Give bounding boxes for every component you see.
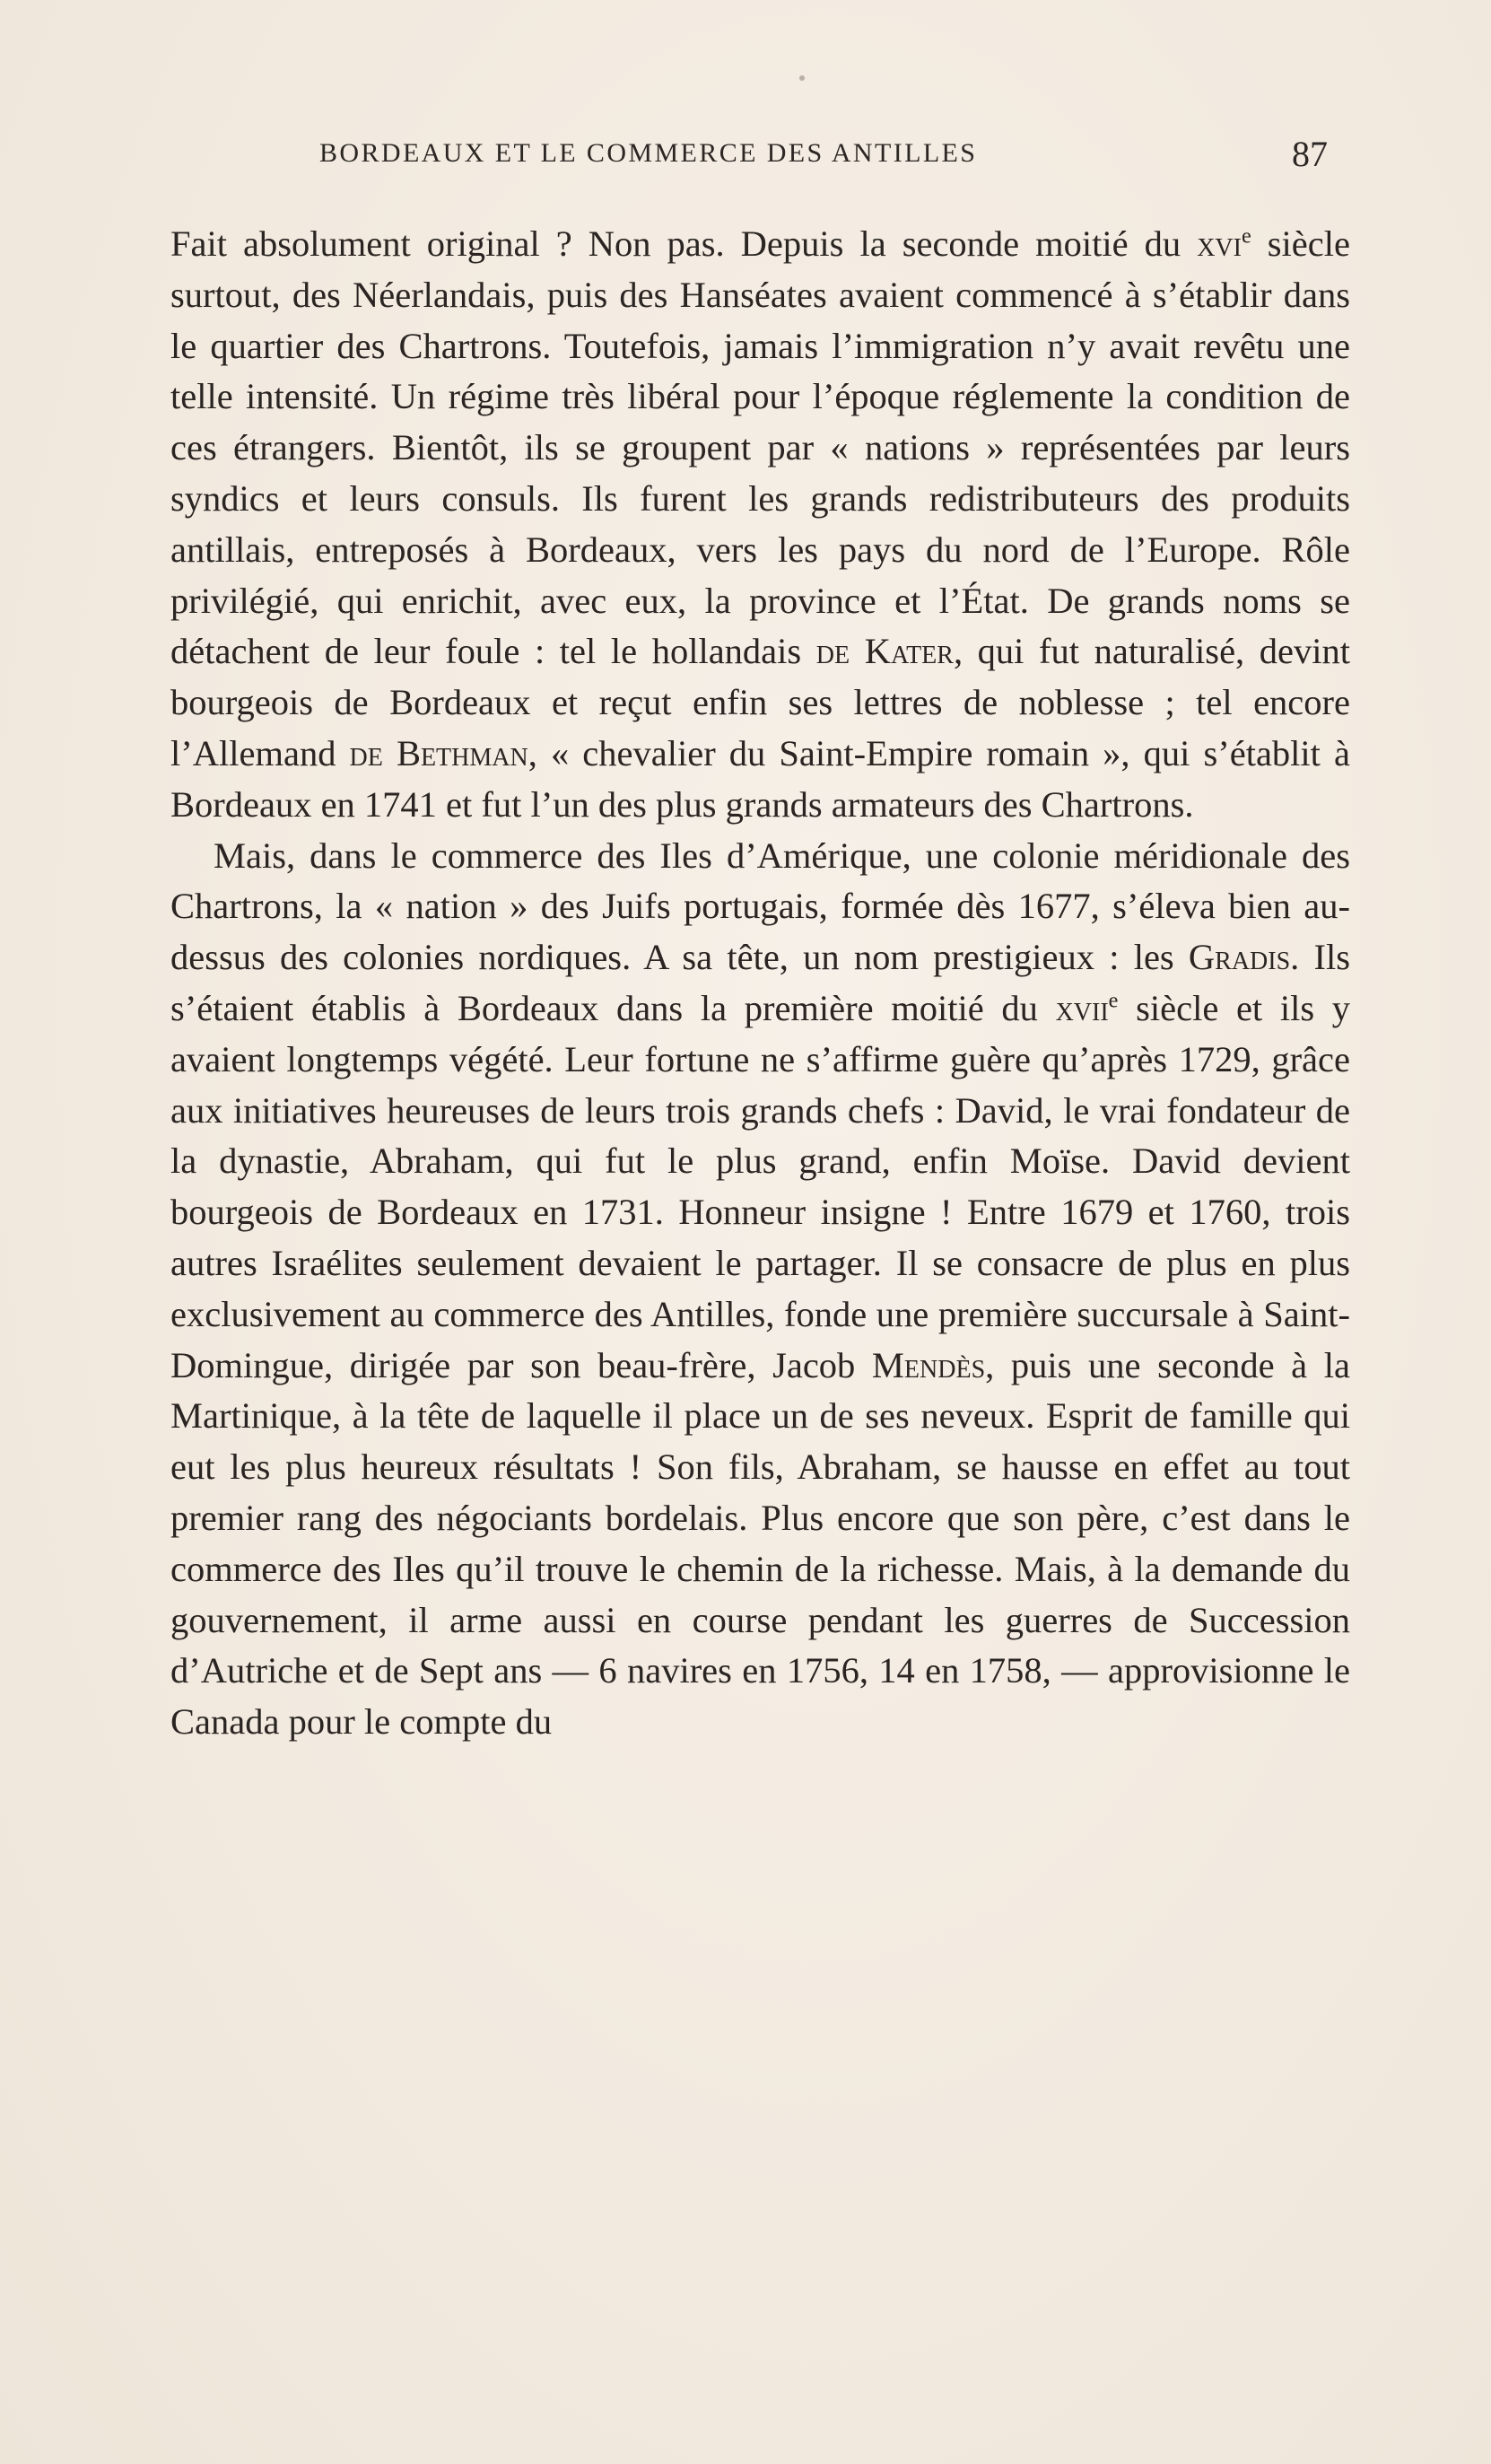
page-number: 87 — [1292, 134, 1328, 174]
proper-name: de Kater — [815, 631, 954, 672]
running-head: BORDEAUX ET LE COMMERCE DES ANTILLES — [319, 138, 978, 168]
proper-name: de Bethman — [349, 732, 528, 773]
superscript: e — [1241, 223, 1251, 249]
text-segment: siècle surtout, des Néerlandais, puis des Hanséates avaient commencé à s’établir dans le quartier des Chartrons. Toutefois, jamais l’immigration n’y avait revêtu une telle intensité. Un régime très libéral pour l’époque réglemente la condition de ces étrangers. Bientôt, ils se groupent par « nations » représentées par leurs syndics et leurs consuls. Ils furent les grands redistributeurs des produits antillais, entreposés à Bordeaux, vers les pays du nord de l’Europe. Rôle privilégié, qui enrichit, avec eux, la province et l’État. De grands noms se détachent de leur foule : tel le hollandais — [170, 223, 1350, 672]
century-numeral: xvi — [1197, 223, 1242, 264]
paragraph-2 — [170, 831, 1350, 1748]
century-numeral: xvii — [1055, 987, 1109, 1028]
text-segment: , « chevalier du Saint-Empire romain », qui s’établit à Bordeaux en 1741 et fut l’un des plus grands armateurs des Chartrons. — [170, 732, 1350, 825]
proper-name: Gradis — [1188, 937, 1291, 978]
text-segment: Fait absolument original ? Non pas. Depuis la seconde moitié du — [170, 223, 1198, 264]
page-header — [170, 133, 1328, 178]
text-segment: siècle et ils y avaient longtemps végété. Leur fortune ne s’affirme guère qu’après 1729, grâce aux initiatives heureuses de leurs trois grands chefs : David, le vrai fondateur de la dynastie, Abraham, qui fut le plus grand, enfin Moïse. David devient bourgeois de Bordeaux en 1731. Honneur insigne ! Entre 1679 et 1760, trois autres Israélites seulement devaient le partager. Il se consacre de plus en plus exclusivement au commerce des Antilles, fonde une première succursale à Saint-Domingue, dirigée par son beau-frère, Jacob — [170, 987, 1351, 1385]
body-text — [170, 219, 1350, 1748]
proper-name: Mendès — [871, 1344, 986, 1385]
text-segment: . Ils s’étaient établis à Bordeaux dans la première moitié du — [170, 937, 1351, 1028]
superscript: e — [1108, 988, 1119, 1013]
text-segment: Mais, dans le commerce des Iles d’Amérique, une colonie méridionale des Chartrons, la « nation » des Juifs portugais, formée dès 1677, s’éleva bien au-dessus des colonies nordiques. A sa tête, un nom prestigieux : les — [170, 834, 1350, 978]
page-speck — [799, 75, 805, 81]
paragraph-1 — [170, 219, 1350, 831]
text-segment: , puis une seconde à la Martinique, à la tête de laquelle il place un de ses neveux. Esprit de famille qui eut les plus heureux résultats ! Son fils, Abraham, se hausse en effet au tout premier rang des négociants bordelais. Plus encore que son père, c’est dans le commerce des Iles qu’il trouve le chemin de la richesse. Mais, à la demande du gouvernement, il arme aussi en course pendant les guerres de Succession d’Autriche et de Sept ans — 6 navires en 1756, 14 en 1758, — approvisionne le Canada pour le compte du — [170, 1344, 1350, 1743]
text-segment: , qui fut naturalisé, devint bourgeois de Bordeaux et reçut enfin ses lettres de noblesse ; tel encore l’Allemand — [170, 631, 1350, 773]
